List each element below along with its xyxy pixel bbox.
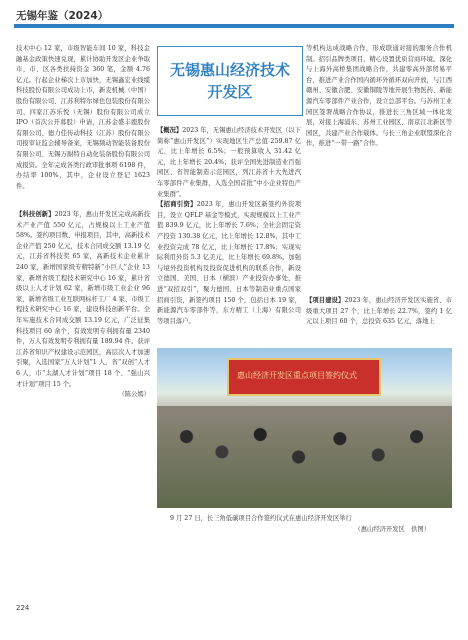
header-rule: [14, 24, 454, 28]
column-3-top: 等机构达成战略合作，形成联通对接的服务合作机制。招引品牌类项目，精心设置优质营商环境。深化与上海外高桥集团战略合作，共建零高外部贸易平台，推进产业合作国内循环外循环双向开放，与江西赣州、安徽合肥、安徽铜陵等地开展生物医药、新能源汽车零部件产业合作，设立总部平台。与苏州工业园区签署战略合作协议，推进长三角区域一体化发展，对接上海浦东、苏州工业园区、南京江北新区等园区，共建产业合作载体。与长三角企业联盟深化合作，推进“一带一路”合作。: [306, 45, 452, 148]
section-title-box: [157, 46, 303, 116]
tech-innovation-text: 2023 年，惠山开发区完成高新技术产业产值 550 亿元，占规模以上工业产值 58%。签约项目数、申报项目，其中，高新技术企业产值 250 亿元，技术合同成交额 13.19 亿元，江苏省科技奖 65 家，高新技术企业累计 240 家，新增国家级专精特新“小巨人”企业 13 家，新增省级工程技术研究中心 16 家，累计省级以上人才计划 62 家，新增市级工业企业 96 家，新增省级工业互联网标杆工厂 4 家、市级工程技术研究中心 16 家，建设科技创新平台。全年实施技术合同成交额 13.19 亿元，广泛征集科技项目 60 余个，有效发明专利拥有量 2340 件，万人有效发明专利拥有量 189.94 件。获评江苏省知识产权建设示范园区，高层次人才加速引聚，入选国家“万人计划”1 人，省“双创”人才 6 人，市“太湖人才计划”项目 18 个、“强山兴才计划”项目 15 个。: [16, 211, 150, 388]
tech-innovation-tag: 【科技创新】: [16, 211, 55, 218]
photo-crowd: [157, 406, 452, 508]
column-1-tech-section: [16, 210, 150, 401]
section-title: 无锡惠山经济技术 开发区: [169, 61, 290, 101]
project-construction-text: 2023 年，惠山经济开发区实施省、市级重大项目 27 个，比上年增长 22.7%，签约 1 亿元以上项目 60 个，总投资 635 亿元，落地上: [306, 297, 452, 326]
overview-text: 2023 年，无锡惠山经济技术开发区（以下简称“惠山开发区”）实现地区生产总值 259.87 亿元，比上年增长 6.5%；一般预算收入 31.42 亿元，比上年增长 20.4%；获评全国先进制造业百强园区、省智能制造示范园区，列江苏省十大先进汽车零部件产业集群，入选全国首批“中小企业特色产业集群”。: [157, 127, 302, 198]
investment-tag: 【招商引资】: [157, 201, 197, 209]
project-construction-tag: 【项目建设】: [306, 297, 345, 304]
overview-tag: 【概况】: [157, 127, 183, 134]
photo-stage-banner: [227, 358, 381, 396]
page-number: 224: [16, 604, 30, 612]
page-header-title: 无锡年鉴（2024）: [16, 10, 109, 22]
investment-text: 2023 年，惠山开发区新签约外资项目，设立 QFLP 基金等模式，实现规模以上工业产值 839.9 亿元，比上年增长 7.6%；全社会固定资产投资 130.38 亿元，比上年增长 12.8%，其中工业投资完成 78 亿元，比上年增长 17.8%；实现实际利用外资 5.3 亿美元，比上年增长 69.8%。加强与境外投资机构及投资促进机构的联系合作，新设立德国、美国、日本（横滨）产业投资办事处，推进“双招双引”，聚力德国、日本等制造业重点国家招商引资，新签约项目 150 个，包括日本 19 家，新能源汽车零部件等，东方精工（上海）有限公司等项目落户。: [157, 201, 301, 325]
photo-caption-text: 9 月 27 日，长三角低碳项目合作签约仪式在惠山经济开发区举行: [170, 515, 352, 522]
photo-credit: （惠山经济开发区 供图）: [354, 525, 430, 533]
column-2: [157, 126, 301, 327]
photo-caption: [170, 514, 454, 535]
signing-ceremony-photo: [157, 348, 452, 508]
column-1-intro: 技术中心 12 家，市级智能车间 10 家，科技金融基金政策快速兑现，累计协助开发区企业争取市、市、区各类扶持资金 360 笔，金额 4.76 亿元。行起企业梯次上市加快，无锡鑫宏业线缆科技股份有限公司成功上市，新麦机械（中国）股份有限公司、江苏利特尔绿色包装股份有限公司、四家江苏乐悦（无锡）股份有限公司成立 IPO（首次公开募股）申请，江苏金盛丰鹿股份有限公司、德力佳传动科技（江苏）股份有限公司报审证监会辅导备案，无锡频动智能装备股份有限公司、无锡万耐特自动化装备股份有限公司成报资。全年完成各类行政审批事项 6198 件，办结率 100%，其中，企业设立登记 1623 件。: [16, 45, 150, 190]
column-3-project-section: [306, 296, 452, 328]
author-signature: （陈公嫣）: [118, 391, 150, 399]
photo-stage-text: 惠山经济开发区重点项目签约仪式: [237, 371, 357, 380]
